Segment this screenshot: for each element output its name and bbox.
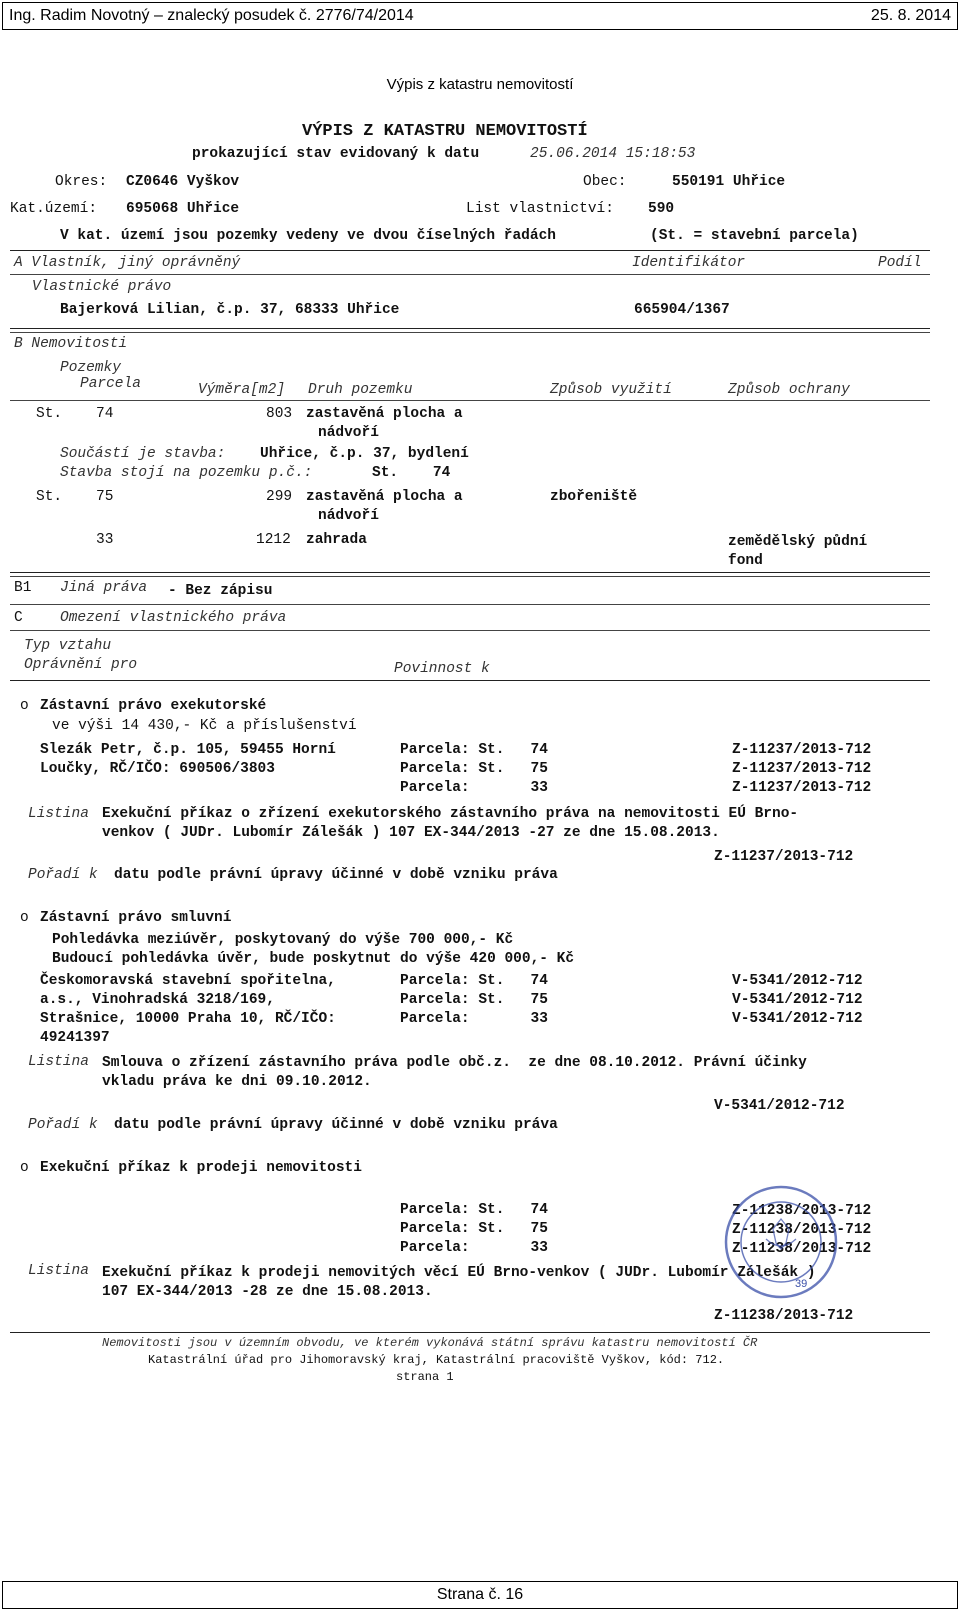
z3-listina-line1: Exekuční příkaz k prodeji nemovitých věcí EÚ Brno-venkov ( JUDr. Lubomír Zálešák ) <box>102 1265 816 1281</box>
z2-who1: Českomoravská stavební spořitelna, <box>40 973 336 989</box>
p3-num: 33 <box>96 532 114 548</box>
p2-st: St. <box>36 489 63 505</box>
rule <box>10 400 930 401</box>
z1-ref1: Z-11237/2013-712 <box>732 742 872 758</box>
stamp-number: 39 <box>795 1278 808 1290</box>
soucasti-label: Součástí je stavba: <box>60 446 226 462</box>
col-ochrana: Způsob ochrany <box>728 382 850 398</box>
p2-vymera: 299 <box>266 489 293 505</box>
z2-who3: Strašnice, 10000 Praha 10, RČ/IČO: <box>40 1011 336 1027</box>
section-c-code: C <box>14 610 23 626</box>
soucasti-value: Uhřice, č.p. 37, bydlení <box>260 446 469 462</box>
z1-listina-ref: Z-11237/2013-712 <box>714 849 854 865</box>
z2-ref3: V-5341/2012-712 <box>732 1011 863 1027</box>
z3-ref3: Z-11238/2013-712 <box>732 1241 872 1257</box>
rule <box>10 572 930 573</box>
col-druh: Druh pozemku <box>308 382 413 398</box>
rule <box>10 274 930 275</box>
section-a-podil: Podíl <box>878 255 922 271</box>
z2-poradi-text: datu podle právní úpravy účinné v době vzniku práva <box>114 1117 558 1133</box>
obec-value: 550191 Uhřice <box>672 174 786 190</box>
stoji-label: Stavba stojí na pozemku p.č.: <box>60 465 313 481</box>
rady-text: V kat. území jsou pozemky vedeny ve dvou číselných řadách <box>60 228 556 244</box>
section-b1-title: Jiná práva <box>60 580 148 596</box>
footer-note-line1: Nemovitosti jsou v územním obvodu, ve kterém vykonává státní správu katastru nemovitostí ČR <box>102 1336 758 1350</box>
rule <box>10 332 930 333</box>
p1-vymera: 803 <box>266 406 293 422</box>
section-b1-code: B1 <box>14 580 32 596</box>
z3-ref1: Z-11238/2013-712 <box>732 1203 872 1219</box>
p3-ochrana1: zemědělský půdní <box>728 534 868 550</box>
section-c-title: Omezení vlastnického práva <box>60 610 287 626</box>
rule <box>10 604 930 605</box>
z2-parcel1: Parcela: St. 74 <box>400 973 548 989</box>
z1-listina-line1: Exekuční příkaz o zřízení exekutorského zástavního práva na nemovitosti EÚ Brno- <box>102 806 799 822</box>
z2-title: Zástavní právo smluvní <box>40 910 232 926</box>
p3-druh: zahrada <box>306 532 367 548</box>
z1-who2: Loučky, RČ/IČO: 690506/3803 <box>40 761 275 777</box>
p2-vyuziti: zbořeniště <box>550 489 638 505</box>
z1-vyse: ve výši 14 430,- Kč a příslušenství <box>52 718 357 734</box>
page-footer: Strana č. 16 <box>2 1581 958 1609</box>
z2-listina-line2: vkladu práva ke dni 09.10.2012. <box>102 1074 372 1090</box>
z3-parcel2: Parcela: St. 75 <box>400 1221 548 1237</box>
page-header <box>2 2 958 30</box>
footer-note-line2: Katastrální úřad pro Jihomoravský kraj, Katastrální pracoviště Vyškov, kód: 712. <box>148 1353 725 1367</box>
bullet: o <box>20 910 29 926</box>
footer-note-page: strana 1 <box>396 1370 454 1384</box>
lv-label: List vlastnictví: <box>466 201 614 217</box>
p1-druh2: nádvoří <box>318 425 379 441</box>
z2-line2: Budoucí pohledávka úvěr, bude poskytnut do výše 420 000,- Kč <box>52 951 575 967</box>
z2-parcel3: Parcela: 33 <box>400 1011 548 1027</box>
z2-who4: 49241397 <box>40 1030 110 1046</box>
obec-label: Obec: <box>583 174 627 190</box>
z1-poradi-text: datu podle právní úpravy účinné v době vzniku práva <box>114 867 558 883</box>
rule <box>10 1332 930 1333</box>
opravneni-pro: Oprávnění pro <box>24 657 138 673</box>
z1-listina-label: Listina <box>28 806 89 822</box>
z1-parcel1: Parcela: St. 74 <box>400 742 548 758</box>
ku-value: 695068 Uhřice <box>126 201 240 217</box>
z3-listina-line2: 107 EX-344/2013 -28 ze dne 15.08.2013. <box>102 1284 433 1300</box>
okres-value: CZ0646 Vyškov <box>126 174 240 190</box>
z3-listina-ref: Z-11238/2013-712 <box>714 1308 854 1324</box>
section-a-ident: Identifikátor <box>632 255 746 271</box>
z1-who1: Slezák Petr, č.p. 105, 59455 Horní <box>40 742 336 758</box>
z2-line1: Pohledávka meziúvěr, poskytovaný do výše 700 000,- Kč <box>52 932 514 948</box>
z1-ref3: Z-11237/2013-712 <box>732 780 872 796</box>
z2-parcel2: Parcela: St. 75 <box>400 992 548 1008</box>
p1-druh1: zastavěná plocha a <box>306 406 463 422</box>
z1-parcel2: Parcela: St. 75 <box>400 761 548 777</box>
povinnost-k: Povinnost k <box>394 661 490 677</box>
z2-listina-ref: V-5341/2012-712 <box>714 1098 845 1114</box>
z1-title: Zástavní právo exekutorské <box>40 698 267 714</box>
p1-st: St. <box>36 406 63 422</box>
z2-listina-line1: Smlouva o zřízení zástavního práva podle obč.z. ze dne 08.10.2012. Právní účinky <box>102 1055 807 1071</box>
vlastnik-name: Bajerková Lilian, č.p. 37, 68333 Uhřice <box>60 302 400 318</box>
rule <box>10 250 930 251</box>
rule <box>10 576 930 577</box>
section-b-title: B Nemovitosti <box>14 336 128 352</box>
p1-num: 74 <box>96 406 114 422</box>
z1-parcel3: Parcela: 33 <box>400 780 548 796</box>
rule <box>10 328 930 329</box>
okres-label: Okres: <box>55 174 108 190</box>
z2-who2: a.s., Vinohradská 3218/169, <box>40 992 275 1008</box>
p2-num: 75 <box>96 489 114 505</box>
vlastnik-id: 665904/1367 <box>634 302 730 318</box>
rule <box>10 630 930 631</box>
rady-note: (St. = stavební parcela) <box>650 228 859 244</box>
doc-datum: 25.06.2014 15:18:53 <box>530 146 696 162</box>
doc-title: VÝPIS Z KATASTRU NEMOVITOSTÍ <box>302 122 588 141</box>
col-vymera: Výměra[m2] <box>198 382 286 398</box>
z1-listina-line2: venkov ( JUDr. Lubomír Zálešák ) 107 EX-344/2013 -27 ze dne 15.08.2013. <box>102 825 720 841</box>
z3-title: Exekuční příkaz k prodeji nemovitosti <box>40 1160 362 1176</box>
office-stamp <box>722 1183 840 1301</box>
z1-poradi-label: Pořadí k <box>28 867 98 883</box>
doc-prokazujici: prokazující stav evidovaný k datu <box>192 146 480 162</box>
bullet: o <box>20 698 29 714</box>
p3-vymera: 1212 <box>256 532 291 548</box>
vlastnicke-pravo: Vlastnické právo <box>32 279 172 295</box>
col-vyuziti: Způsob využití <box>550 382 672 398</box>
z2-listina-label: Listina <box>28 1054 89 1070</box>
z3-parcel1: Parcela: St. 74 <box>400 1202 548 1218</box>
section-b1-value: - Bez zápisu <box>168 583 273 599</box>
p2-druh2: nádvoří <box>318 508 379 524</box>
p3-ochrana2: fond <box>728 553 763 569</box>
pozemky-label: Pozemky <box>60 360 121 376</box>
bullet: o <box>20 1160 29 1176</box>
page-subtitle: Výpis z katastru nemovitostí <box>386 76 574 93</box>
z3-listina-label: Listina <box>28 1263 89 1279</box>
rule <box>10 680 930 681</box>
ku-label: Kat.území: <box>10 201 98 217</box>
col-parcela: Parcela <box>80 376 141 392</box>
lv-value: 590 <box>648 201 675 217</box>
typ-vztahu: Typ vztahu <box>24 638 112 654</box>
header-title: Ing. Radim Novotný – znalecký posudek č. 2776/74/2014 <box>9 7 414 24</box>
p2-druh1: zastavěná plocha a <box>306 489 463 505</box>
stoji-value: St. 74 <box>372 465 451 481</box>
z2-ref2: V-5341/2012-712 <box>732 992 863 1008</box>
z1-ref2: Z-11237/2013-712 <box>732 761 872 777</box>
z2-ref1: V-5341/2012-712 <box>732 973 863 989</box>
section-a-title: A Vlastník, jiný oprávněný <box>14 255 241 271</box>
header-date: 25. 8. 2014 <box>870 7 951 24</box>
z3-ref2: Z-11238/2013-712 <box>732 1222 872 1238</box>
z2-poradi-label: Pořadí k <box>28 1117 98 1133</box>
z3-parcel3: Parcela: 33 <box>400 1240 548 1256</box>
